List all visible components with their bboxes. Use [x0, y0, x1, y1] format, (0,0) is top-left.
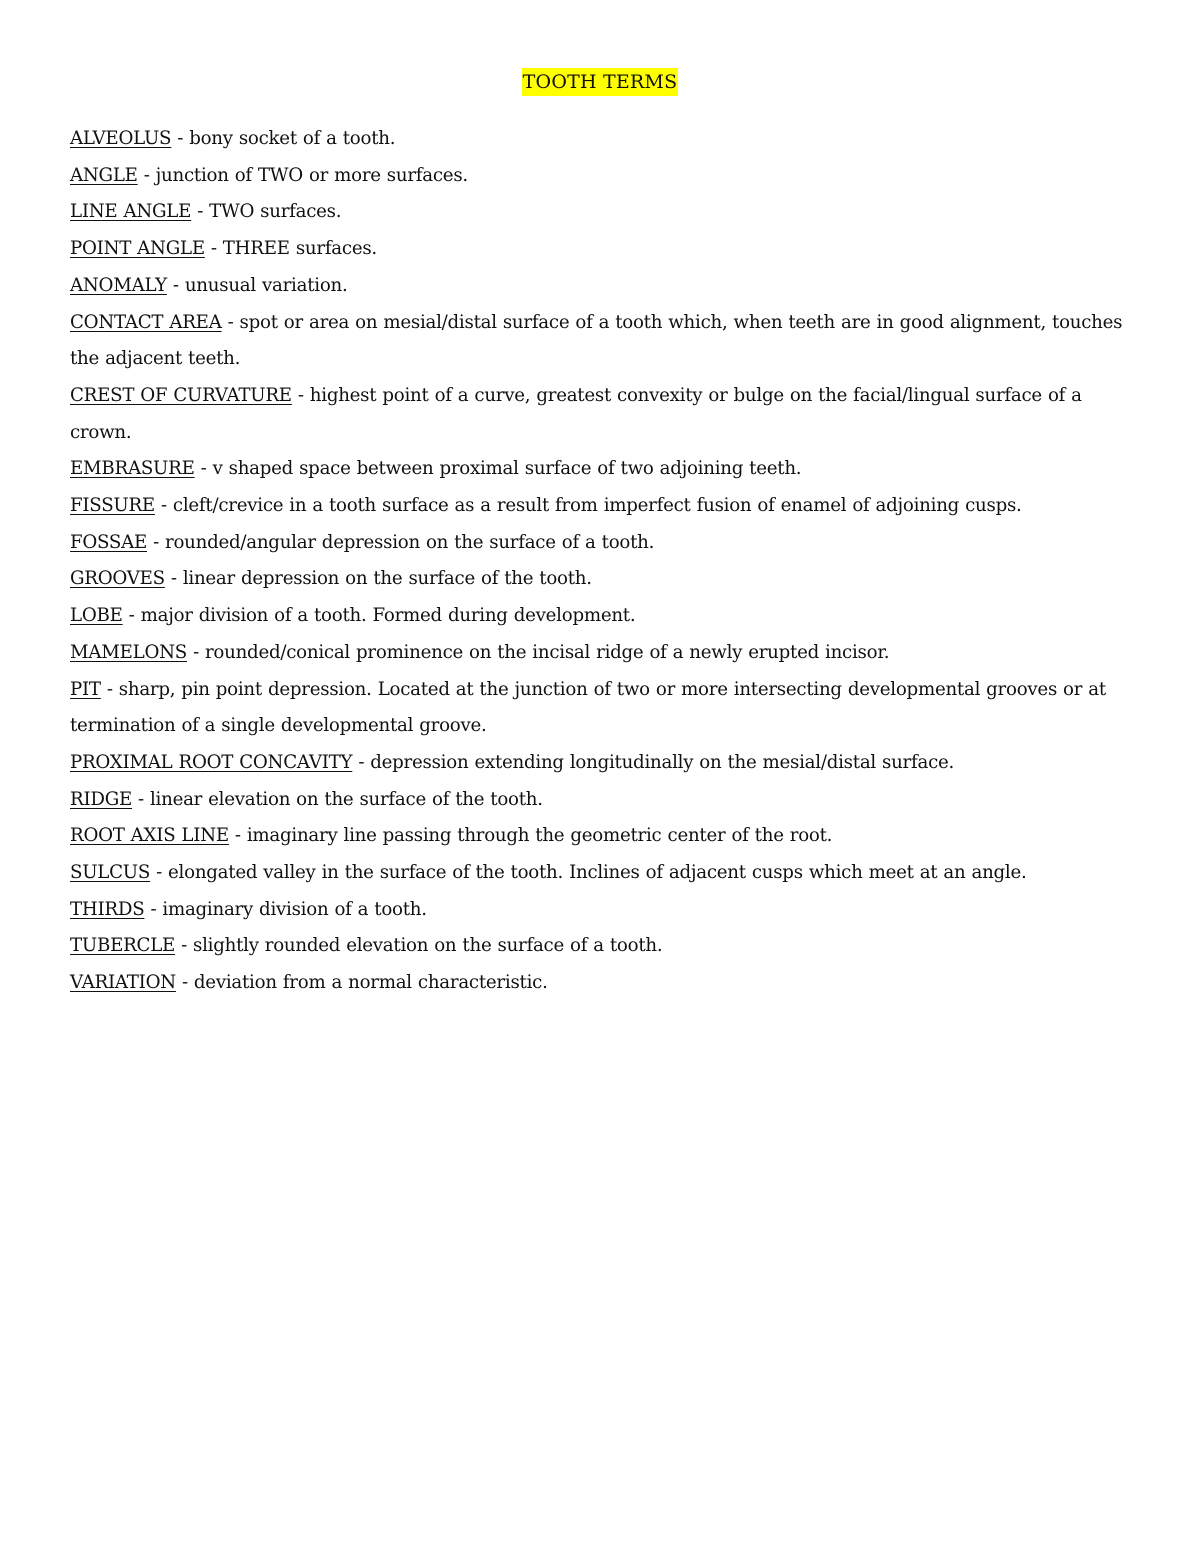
terms-list	[70, 121, 1140, 1002]
term-name: CREST OF CURVATURE	[70, 384, 292, 406]
term-item	[70, 782, 1140, 819]
term-definition: - bony socket of a tooth.	[171, 128, 396, 149]
term-item	[70, 121, 1140, 158]
term-name: FISSURE	[70, 495, 155, 517]
term-item	[70, 672, 1140, 745]
term-definition: - depression extending longitudinally on the mesial/distal surface.	[352, 751, 955, 773]
term-item	[70, 818, 1140, 855]
term-definition: - unusual variation.	[166, 274, 348, 296]
term-definition: - imaginary line passing through the geometric center of the root.	[228, 825, 833, 847]
term-item	[70, 561, 1140, 598]
term-definition: - TWO surfaces.	[191, 201, 342, 223]
term-name: PROXIMAL ROOT CONCAVITY	[70, 751, 353, 773]
term-item	[70, 855, 1140, 892]
page-title: TOOTH TERMS	[522, 68, 679, 96]
term-definition: - highest point of a curve, greatest convexity or bulge on the facial/lingual surface of a crown.	[70, 384, 1082, 443]
term-definition: - major division of a tooth. Formed during development.	[122, 605, 636, 627]
term-name: PIT	[70, 678, 101, 700]
term-item	[70, 268, 1140, 305]
term-name: ROOT AXIS LINE	[70, 825, 229, 847]
title-container	[0, 68, 1200, 96]
term-item	[70, 745, 1140, 782]
term-name: CONTACT AREA	[70, 311, 222, 333]
term-name: LINE ANGLE	[70, 201, 192, 223]
term-definition: - linear elevation on the surface of the tooth.	[132, 788, 543, 810]
term-name: VARIATION	[70, 972, 176, 994]
term-item	[70, 635, 1140, 672]
term-item	[70, 231, 1140, 268]
term-definition: - v shaped space between proximal surface of two adjoining teeth.	[194, 458, 802, 480]
term-name: ALVEOLUS	[70, 128, 172, 149]
term-name: ANGLE	[70, 164, 138, 186]
term-definition: - sharp, pin point depression. Located at the junction of two or more intersecting developmental grooves or at termination of a single developmental groove.	[70, 678, 1106, 737]
term-definition: - slightly rounded elevation on the surface of a tooth.	[175, 935, 663, 957]
term-item	[70, 965, 1140, 1002]
term-name: LOBE	[70, 605, 123, 627]
term-name: EMBRASURE	[70, 458, 195, 480]
term-name: TUBERCLE	[70, 935, 176, 957]
term-name: SULCUS	[70, 862, 151, 884]
term-item	[70, 598, 1140, 635]
term-item	[70, 305, 1140, 378]
term-item	[70, 451, 1140, 488]
term-definition: - rounded/conical prominence on the incisal ridge of a newly erupted incisor.	[187, 641, 890, 663]
term-definition: - THREE surfaces.	[204, 238, 377, 260]
term-item	[70, 928, 1140, 965]
term-definition: - elongated valley in the surface of the tooth. Inclines of adjacent cusps which meet at an angle.	[150, 862, 1027, 884]
term-item	[70, 525, 1140, 562]
term-item	[70, 158, 1140, 195]
term-item	[70, 194, 1140, 231]
term-item	[70, 488, 1140, 525]
term-definition: - junction of TWO or more surfaces.	[137, 164, 468, 186]
term-definition: - deviation from a normal characteristic.	[175, 972, 548, 994]
term-definition: - linear depression on the surface of the tooth.	[164, 568, 592, 590]
term-name: ANOMALY	[70, 274, 167, 296]
term-definition: - cleft/crevice in a tooth surface as a result from imperfect fusion of enamel of adjoining cusps.	[154, 495, 1022, 517]
term-name: FOSSAE	[70, 531, 148, 553]
term-item	[70, 378, 1140, 451]
term-item	[70, 892, 1140, 929]
term-definition: - spot or area on mesial/distal surface of a tooth which, when teeth are in good alignment, touches the adjacent teeth.	[70, 311, 1123, 370]
term-name: THIRDS	[70, 898, 145, 920]
term-name: RIDGE	[70, 788, 133, 810]
term-name: GROOVES	[70, 568, 165, 590]
term-definition: - rounded/angular depression on the surface of a tooth.	[147, 531, 655, 553]
term-definition: - imaginary division of a tooth.	[144, 898, 427, 920]
term-name: MAMELONS	[70, 641, 188, 663]
term-name: POINT ANGLE	[70, 238, 205, 260]
